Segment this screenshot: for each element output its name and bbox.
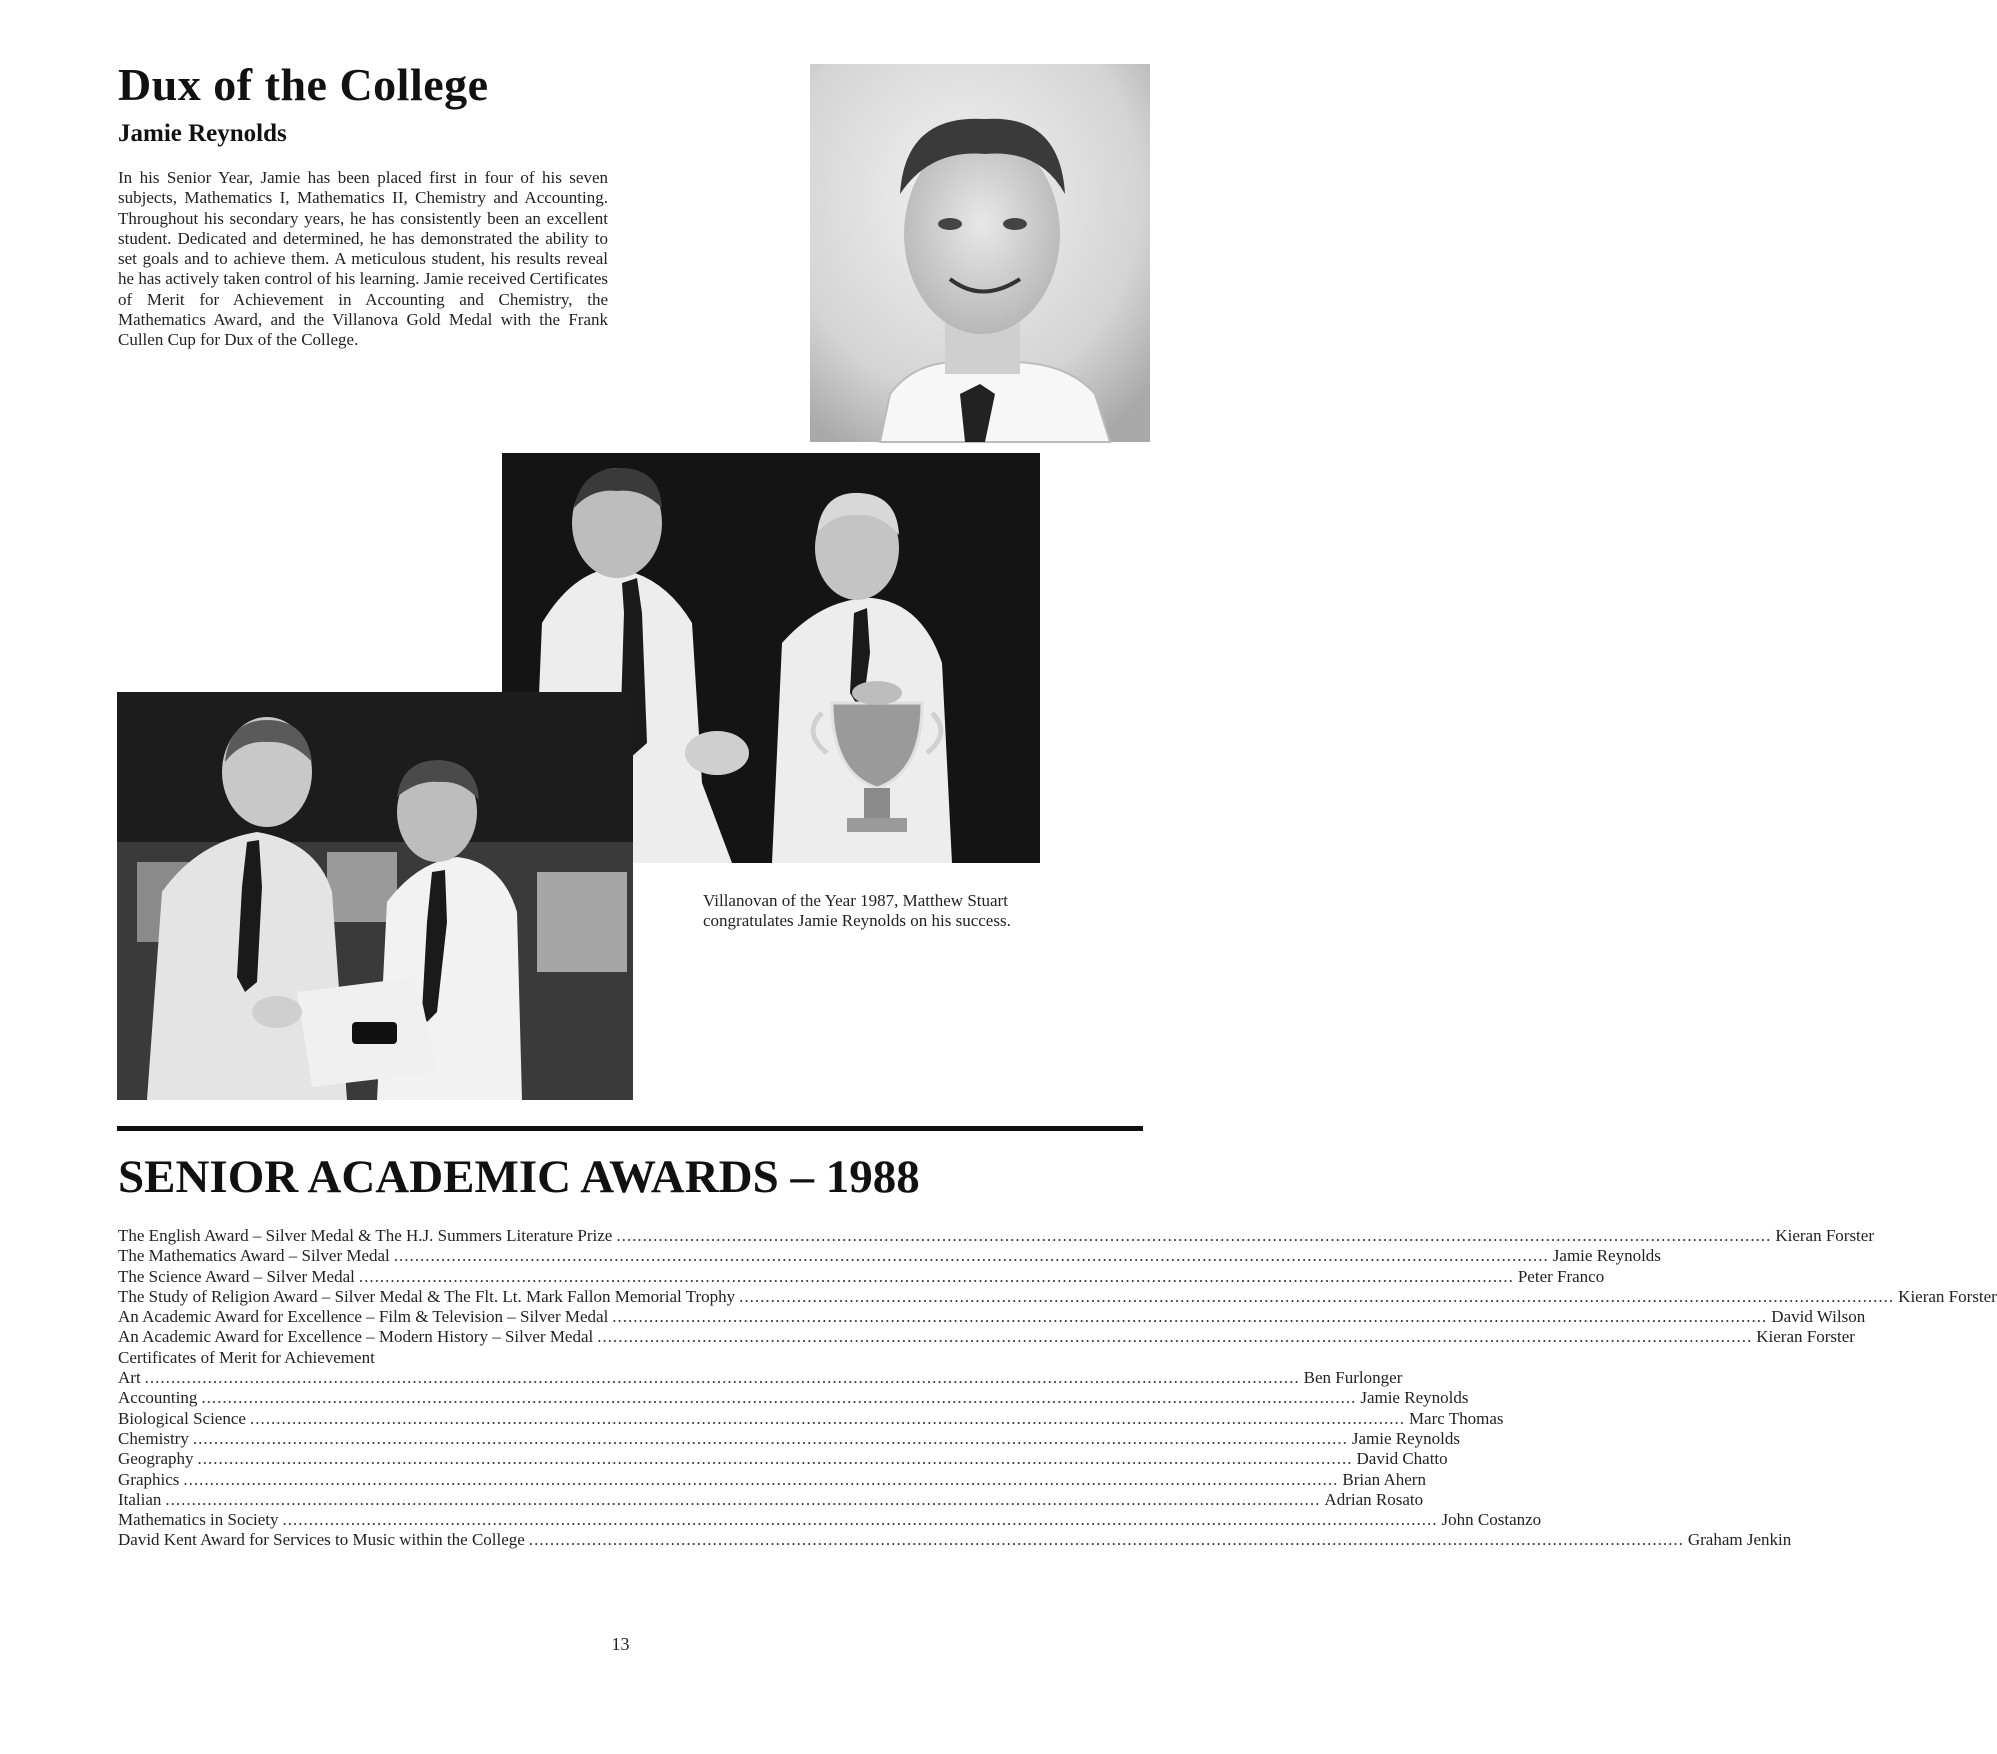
award-row bbox=[118, 1327, 1855, 1347]
page-number: 13 bbox=[611, 1634, 630, 1654]
award-recipient: Peter Franco bbox=[1517, 1266, 1605, 1286]
award-row bbox=[118, 1226, 1874, 1246]
leader-dots: ............................................................................................................................................................................................................................ bbox=[197, 1449, 1353, 1469]
merit-subject: Mathematics in Society bbox=[118, 1510, 279, 1530]
award-label: An Academic Award for Excellence – Film & Television – Silver Medal bbox=[118, 1307, 609, 1327]
merit-row bbox=[118, 1368, 1403, 1388]
merit-recipient: Marc Thomas bbox=[1408, 1408, 1504, 1428]
merit-heading-label: Certificates of Merit for Achievement bbox=[118, 1347, 375, 1367]
leader-dots: ............................................................................................................................................................................................................................ bbox=[282, 1510, 1438, 1530]
leader-dots: ............................................................................................................................................................................................................................ bbox=[528, 1530, 1684, 1550]
merit-recipient: David Chatto bbox=[1356, 1449, 1448, 1469]
merit-subject: Italian bbox=[118, 1489, 162, 1509]
award-row bbox=[118, 1286, 1997, 1307]
leader-dots: ............................................................................................................................................................................................................................ bbox=[144, 1368, 1300, 1388]
merit-recipient: Jamie Reynolds bbox=[1351, 1428, 1460, 1448]
merit-subject: Art bbox=[118, 1368, 141, 1388]
merit-subject: David Kent Award for Services to Music within the College bbox=[118, 1530, 525, 1550]
leader-dots: ............................................................................................................................................................................................................................ bbox=[616, 1226, 1772, 1245]
leader-dots: ............................................................................................................................................................................................................................ bbox=[201, 1388, 1357, 1408]
merit-subject: Chemistry bbox=[118, 1428, 189, 1448]
merit-row bbox=[118, 1510, 1542, 1530]
page-title: Dux of the College bbox=[118, 59, 489, 110]
award-row bbox=[118, 1246, 1661, 1266]
section-divider bbox=[117, 1126, 1143, 1131]
merit-recipient: Jamie Reynolds bbox=[1360, 1388, 1469, 1408]
award-recipient: Kieran Forster bbox=[1756, 1327, 1855, 1347]
award-label: The English Award – Silver Medal & The H.J. Summers Literature Prize bbox=[118, 1226, 613, 1245]
portrait-photo bbox=[810, 64, 1150, 442]
merit-row bbox=[118, 1408, 1504, 1429]
award-row bbox=[118, 1266, 1605, 1287]
awards-list bbox=[118, 1226, 1997, 1551]
award-label: An Academic Award for Excellence – Modern History – Silver Medal bbox=[118, 1327, 594, 1347]
merit-row bbox=[118, 1388, 1469, 1408]
merit-subject: Geography bbox=[118, 1449, 194, 1469]
merit-row bbox=[118, 1469, 1426, 1490]
leader-dots: ............................................................................................................................................................................................................................ bbox=[612, 1307, 1768, 1327]
merit-heading bbox=[118, 1348, 1145, 1368]
certificate-presentation-photo bbox=[117, 692, 633, 1100]
awards-section-title: SENIOR ACADEMIC AWARDS – 1988 bbox=[118, 1151, 920, 1203]
award-label: The Study of Religion Award – Silver Medal & The Flt. Lt. Mark Fallon Memorial Trophy bbox=[118, 1286, 736, 1306]
leader-dots: ............................................................................................................................................................................................................................ bbox=[393, 1246, 1549, 1266]
merit-subject: Accounting bbox=[118, 1388, 198, 1408]
student-name-heading: Jamie Reynolds bbox=[118, 120, 287, 147]
leader-dots: ............................................................................................................................................................................................................................ bbox=[739, 1286, 1895, 1306]
merit-recipient: Brian Ahern bbox=[1342, 1469, 1426, 1489]
leader-dots: ............................................................................................................................................................................................................................ bbox=[249, 1408, 1405, 1428]
leader-dots: ............................................................................................................................................................................................................................ bbox=[597, 1327, 1753, 1347]
award-recipient: Kieran Forster bbox=[1775, 1226, 1874, 1245]
award-recipient: Jamie Reynolds bbox=[1552, 1246, 1661, 1266]
leader-dots: ............................................................................................................................................................................................................................ bbox=[165, 1489, 1321, 1509]
leader-dots: ............................................................................................................................................................................................................................ bbox=[192, 1428, 1348, 1448]
merit-recipient: Graham Jenkin bbox=[1687, 1530, 1792, 1550]
award-label: The Science Award – Silver Medal bbox=[118, 1266, 355, 1286]
merit-row bbox=[118, 1530, 1792, 1550]
leader-dots: ............................................................................................................................................................................................................................ bbox=[358, 1266, 1514, 1286]
award-recipient: David Wilson bbox=[1771, 1307, 1866, 1327]
award-recipient: Kieran Forster bbox=[1898, 1286, 1997, 1306]
award-label: The Mathematics Award – Silver Medal bbox=[118, 1246, 390, 1266]
leader-dots: ............................................................................................................................................................................................................................ bbox=[183, 1469, 1339, 1489]
award-row bbox=[118, 1307, 1866, 1327]
merit-row bbox=[118, 1489, 1424, 1510]
merit-recipient: Ben Furlonger bbox=[1303, 1368, 1403, 1388]
merit-recipient: John Costanzo bbox=[1441, 1510, 1542, 1530]
merit-recipient: Adrian Rosato bbox=[1324, 1489, 1424, 1509]
merit-row bbox=[118, 1449, 1448, 1469]
merit-subject: Biological Science bbox=[118, 1408, 246, 1428]
merit-subject: Graphics bbox=[118, 1469, 180, 1489]
dux-description: In his Senior Year, Jamie has been placed first in four of his seven subjects, Mathematics I, Mathematics II, Chemistry and Accounting. Throughout his secondary years, he has consistently been an excellent student. Dedicated and determined, he has demonstrated the ability to set goals and to achieve them. A meticulous student, his results reveal he has actively taken control of his learning. Jamie received Certificates of Merit for Achievement in Accounting and Chemistry, the Mathematics Award, and the Villanova Gold Medal with the Frank Cullen Cup for Dux of the College. bbox=[118, 168, 608, 350]
photo-caption: Villanovan of the Year 1987, Matthew Stuart congratulates Jamie Reynolds on his success. bbox=[703, 891, 1011, 930]
merit-row bbox=[118, 1428, 1460, 1449]
